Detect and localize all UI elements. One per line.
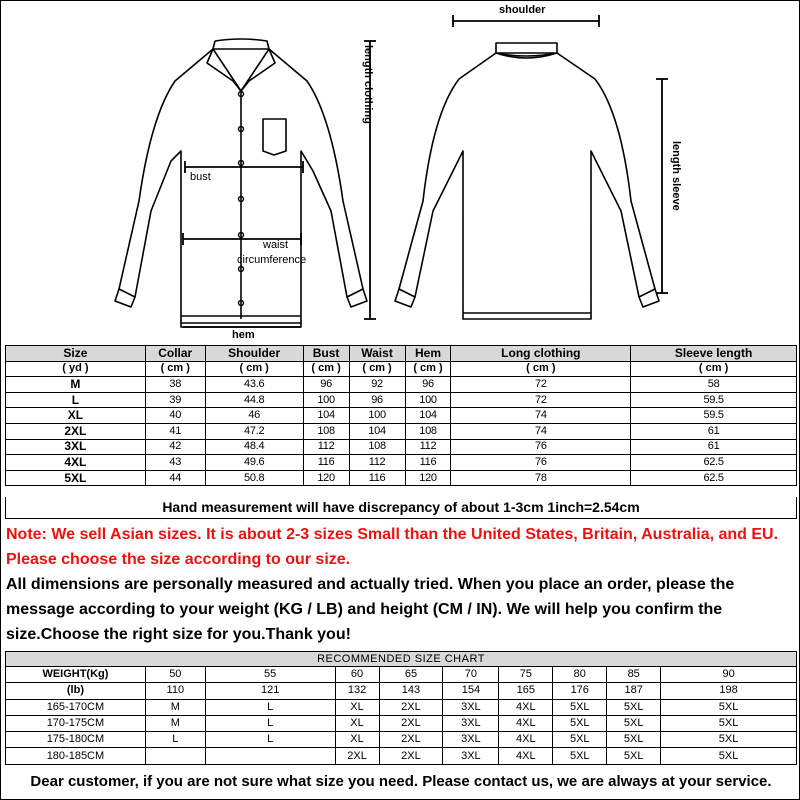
recommended-cell: 2XL xyxy=(335,748,379,764)
recommended-cell: 4XL xyxy=(499,732,553,748)
measurement-cell: 104 xyxy=(349,423,405,439)
recommended-cell: 80 xyxy=(553,667,607,683)
recommended-cell: M xyxy=(145,715,205,731)
measurement-cell: 120 xyxy=(405,470,451,486)
unit-cell: ( cm ) xyxy=(631,361,797,377)
size-cell: 3XL xyxy=(6,439,146,455)
measurement-cell: 96 xyxy=(303,377,349,393)
recommended-cell: 5XL xyxy=(607,715,661,731)
measurement-cell: 49.6 xyxy=(205,455,303,471)
row-label-cell: 170-175CM xyxy=(6,715,146,731)
column-header: Collar xyxy=(145,346,205,362)
recommended-cell: 90 xyxy=(661,667,797,683)
measurement-cell: 112 xyxy=(349,455,405,471)
recommended-cell: 5XL xyxy=(553,699,607,715)
measurement-cell: 104 xyxy=(303,408,349,424)
size-row xyxy=(6,470,797,486)
measurement-cell: 104 xyxy=(405,408,451,424)
asian-size-note: Note: We sell Asian sizes. It is about 2-3 sizes Small than the United States, Britain, Australia, and EU. Please choose the size according to our size. xyxy=(6,526,779,568)
recommended-cell: 3XL xyxy=(443,732,499,748)
column-header: Shoulder xyxy=(205,346,303,362)
measurement-cell: 116 xyxy=(405,455,451,471)
measurement-cell: 61 xyxy=(631,423,797,439)
length-sleeve-label: length sleeve xyxy=(670,141,682,211)
recommended-cell: 132 xyxy=(335,683,379,699)
measurement-cell: 48.4 xyxy=(205,439,303,455)
recommended-cell: 5XL xyxy=(661,699,797,715)
measurement-cell: 44 xyxy=(145,470,205,486)
size-row xyxy=(6,455,797,471)
measurement-cell: 47.2 xyxy=(205,423,303,439)
measurement-cell: 74 xyxy=(451,423,631,439)
circumference-label: circumference xyxy=(237,254,307,266)
recommended-row xyxy=(6,683,797,699)
waist-label: waist xyxy=(263,239,289,251)
column-header: Long clothing xyxy=(451,346,631,362)
recommended-cell: 198 xyxy=(661,683,797,699)
measurement-cell: 50.8 xyxy=(205,470,303,486)
size-table xyxy=(5,345,797,486)
measurement-cell: 120 xyxy=(303,470,349,486)
recommended-cell: 55 xyxy=(205,667,335,683)
recommended-cell: L xyxy=(205,715,335,731)
measurement-cell: 96 xyxy=(349,392,405,408)
row-label-cell: 175-180CM xyxy=(6,732,146,748)
recommended-cell: 4XL xyxy=(499,715,553,731)
recommended-cell: 121 xyxy=(205,683,335,699)
unit-cell: ( cm ) xyxy=(145,361,205,377)
recommended-cell: L xyxy=(205,732,335,748)
size-row xyxy=(6,439,797,455)
recommended-cell: 5XL xyxy=(607,748,661,764)
measurement-cell: 108 xyxy=(349,439,405,455)
measurement-cell: 116 xyxy=(349,470,405,486)
measurement-cell: 61 xyxy=(631,439,797,455)
column-header: Waist xyxy=(349,346,405,362)
recommended-cell: M xyxy=(145,699,205,715)
measurement-cell: 76 xyxy=(451,439,631,455)
recommended-cell: 3XL xyxy=(443,699,499,715)
recommended-cell xyxy=(205,748,335,764)
recommended-cell: 5XL xyxy=(661,732,797,748)
size-row xyxy=(6,377,797,393)
measurement-cell: 62.5 xyxy=(631,470,797,486)
recommended-cell: 75 xyxy=(499,667,553,683)
hem-label: hem xyxy=(232,329,255,341)
recommended-row xyxy=(6,667,797,683)
measurement-cell: 38 xyxy=(145,377,205,393)
recommended-cell: 60 xyxy=(335,667,379,683)
measurement-cell: 96 xyxy=(405,377,451,393)
measurement-cell: 44.8 xyxy=(205,392,303,408)
recommended-cell: XL xyxy=(335,732,379,748)
size-table-header xyxy=(6,346,797,362)
size-cell: 5XL xyxy=(6,470,146,486)
measurement-cell: 108 xyxy=(405,423,451,439)
measurement-cell: 78 xyxy=(451,470,631,486)
measurement-cell: 39 xyxy=(145,392,205,408)
measurement-cell: 72 xyxy=(451,392,631,408)
row-label-cell: 180-185CM xyxy=(6,748,146,764)
recommended-cell: 2XL xyxy=(379,715,443,731)
recommended-cell xyxy=(145,748,205,764)
recommended-cell: 110 xyxy=(145,683,205,699)
measurement-cell: 58 xyxy=(631,377,797,393)
column-header: Sleeve length xyxy=(631,346,797,362)
measurement-cell: 116 xyxy=(303,455,349,471)
measurement-cell: 59.5 xyxy=(631,392,797,408)
recommended-cell: 2XL xyxy=(379,699,443,715)
measurement-cell: 62.5 xyxy=(631,455,797,471)
recommended-row xyxy=(6,699,797,715)
measurement-cell: 92 xyxy=(349,377,405,393)
recommended-cell: 5XL xyxy=(661,748,797,764)
recommended-cell: 4XL xyxy=(499,748,553,764)
recommended-cell: 165 xyxy=(499,683,553,699)
row-label-cell: (lb) xyxy=(6,683,146,699)
recommended-cell: 2XL xyxy=(379,732,443,748)
footer-message: Dear customer, if you are not sure what size you need. Please contact us, we are always at your service. xyxy=(30,773,772,790)
row-label-cell: WEIGHT(Kg) xyxy=(6,667,146,683)
recommended-cell: L xyxy=(205,699,335,715)
recommended-row xyxy=(6,715,797,731)
units-row xyxy=(6,361,797,377)
size-row xyxy=(6,423,797,439)
size-cell: M xyxy=(6,377,146,393)
unit-cell: ( cm ) xyxy=(451,361,631,377)
measurement-cell: 100 xyxy=(349,408,405,424)
shoulder-label: shoulder xyxy=(499,4,546,16)
recommended-cell: 3XL xyxy=(443,748,499,764)
length-clothing-label: length clothing xyxy=(362,45,374,124)
recommended-row xyxy=(6,732,797,748)
recommended-cell: XL xyxy=(335,699,379,715)
chart-title-row xyxy=(6,652,797,667)
recommended-cell: 154 xyxy=(443,683,499,699)
size-row xyxy=(6,392,797,408)
recommended-cell: 5XL xyxy=(661,715,797,731)
measurement-cell: 72 xyxy=(451,377,631,393)
recommended-cell: 176 xyxy=(553,683,607,699)
size-cell: 4XL xyxy=(6,455,146,471)
size-cell: 2XL xyxy=(6,423,146,439)
measurement-cell: 43 xyxy=(145,455,205,471)
measurement-note: Hand measurement will have discrepancy of about 1-3cm 1inch=2.54cm xyxy=(5,497,797,519)
measurement-cell: 100 xyxy=(303,392,349,408)
recommended-cell: 70 xyxy=(443,667,499,683)
recommended-cell: 3XL xyxy=(443,715,499,731)
unit-cell: ( yd ) xyxy=(6,361,146,377)
column-header: Hem xyxy=(405,346,451,362)
recommended-size-chart xyxy=(5,651,797,765)
bust-label: bust xyxy=(190,171,211,183)
column-header: Bust xyxy=(303,346,349,362)
column-header: Size xyxy=(6,346,146,362)
recommended-cell: 5XL xyxy=(553,732,607,748)
recommended-cell: 65 xyxy=(379,667,443,683)
recommended-cell: 85 xyxy=(607,667,661,683)
unit-cell: ( cm ) xyxy=(303,361,349,377)
unit-cell: ( cm ) xyxy=(205,361,303,377)
recommended-cell: 2XL xyxy=(379,748,443,764)
measurement-cell: 100 xyxy=(405,392,451,408)
recommended-cell: L xyxy=(145,732,205,748)
size-cell: XL xyxy=(6,408,146,424)
measurement-cell: 74 xyxy=(451,408,631,424)
recommended-cell: 5XL xyxy=(553,715,607,731)
measurement-cell: 42 xyxy=(145,439,205,455)
measurement-cell: 108 xyxy=(303,423,349,439)
chart-title: RECOMMENDED SIZE CHART xyxy=(6,652,797,667)
recommended-cell: XL xyxy=(335,715,379,731)
size-cell: L xyxy=(6,392,146,408)
measurement-cell: 112 xyxy=(405,439,451,455)
row-label-cell: 165-170CM xyxy=(6,699,146,715)
measurement-info: All dimensions are personally measured and actually tried. When you place an order, please the message according to your weight (KG / LB) and height (CM / IN). We will help you confirm the size.Choose the right size for you.Thank you! xyxy=(6,576,735,643)
recommended-cell: 143 xyxy=(379,683,443,699)
measurement-cell: 41 xyxy=(145,423,205,439)
recommended-cell: 4XL xyxy=(499,699,553,715)
measurement-cell: 40 xyxy=(145,408,205,424)
recommended-cell: 5XL xyxy=(607,699,661,715)
measurement-cell: 112 xyxy=(303,439,349,455)
recommended-cell: 50 xyxy=(145,667,205,683)
measurement-cell: 46 xyxy=(205,408,303,424)
recommended-cell: 5XL xyxy=(607,732,661,748)
unit-cell: ( cm ) xyxy=(405,361,451,377)
size-row xyxy=(6,408,797,424)
measurement-cell: 76 xyxy=(451,455,631,471)
recommended-row xyxy=(6,748,797,764)
measurement-cell: 43.6 xyxy=(205,377,303,393)
unit-cell: ( cm ) xyxy=(349,361,405,377)
measurement-cell: 59.5 xyxy=(631,408,797,424)
recommended-cell: 187 xyxy=(607,683,661,699)
recommended-cell: 5XL xyxy=(553,748,607,764)
